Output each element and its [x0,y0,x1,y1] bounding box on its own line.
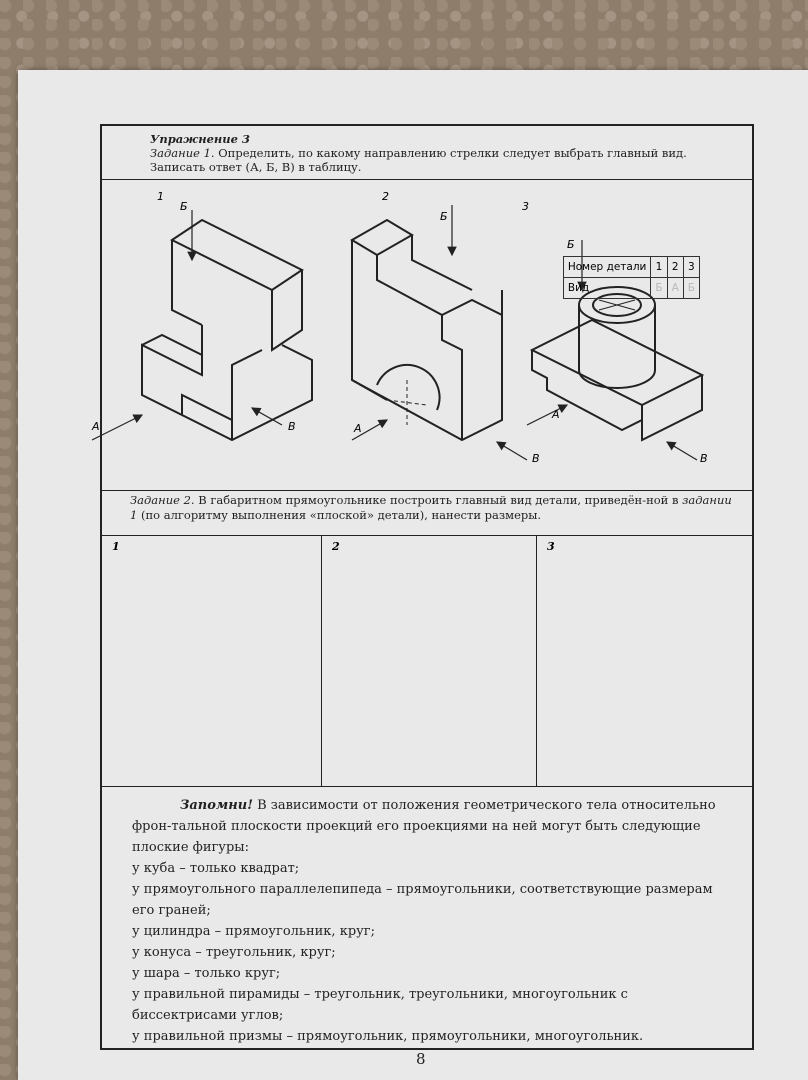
drawing-cells [102,536,752,786]
figure-1-arrow-v: В [288,420,296,433]
figure-1-drawing [142,220,312,440]
cell-2-number: 2 [332,540,340,553]
task1-label: Задание 1. [150,146,215,160]
remember-box [102,786,752,1048]
task2-ref: задании 1 [130,493,732,522]
figure-1-arrow-a: А [92,420,100,433]
answer-col-1: 1 [651,257,667,278]
remember-intro: В зависимости от положения геометрического тела относительно фрон-тальной плоскости проекций его проекциями на ней могут быть следующие плоские фигуры: [132,798,716,855]
exercise-header [102,126,752,180]
remember-item: у шара – только круг; [132,966,281,981]
answer-cell-2[interactable]: А [667,278,683,299]
figure-2-number: 2 [382,190,389,203]
task2-body-a: В габаритном прямоугольнике построить главный вид детали, приведён-ной в [198,493,679,507]
exercise-frame [92,124,754,1050]
drawing-cell-2[interactable] [322,536,537,786]
figure-3-arrow-b: Б [567,238,575,251]
figure-3-arrow-v: В [700,452,708,465]
task2-text [102,490,752,536]
answer-table [563,256,700,299]
figure-2-arrow-a: А [354,422,362,435]
figure-2-arrow-b: Б [440,210,448,223]
isometric-drawings [92,180,752,490]
remember-item: у правильной пирамиды – треугольник, треугольники, многоугольник с биссектрисами углов; [132,987,628,1023]
remember-item: у прямоугольного параллелепипеда – прямоугольники, соответствующие размерам его граней; [132,882,713,918]
figure-1-arrow-b: Б [180,200,188,213]
answer-col-2: 2 [667,257,683,278]
answer-table-view-label: Вид [563,278,651,299]
remember-item: у куба – только квадрат; [132,861,300,876]
remember-item: у конуса – треугольник, круг; [132,945,336,960]
task2-body-b: (по алгоритму выполнения «плоской» детали), нанести размеры. [140,508,542,522]
cell-1-number: 1 [112,540,120,553]
cell-3-number: 3 [547,540,555,553]
task1-body: Определить, по какому направлению стрелки следует выбрать главный вид. Записать ответ (А, Б, В) в таблицу. [150,146,687,174]
exercise-title: Упражнение 3 [150,132,250,146]
answer-table-header-label: Номер детали [563,257,651,278]
figure-3-number: 3 [522,200,529,213]
remember-heading: Запомни! [180,798,253,813]
drawing-cell-3[interactable] [537,536,752,786]
drawing-cell-1[interactable] [102,536,322,786]
remember-item: у цилиндра – прямоугольник, круг; [132,924,375,939]
answer-cell-1[interactable]: Б [651,278,667,299]
task2-label: Задание 2. [130,493,195,507]
figure-1-number: 1 [157,190,164,203]
remember-item: у правильной призмы – прямоугольник, прямоугольники, многоугольник. [132,1029,644,1044]
page-number: 8 [416,1050,426,1068]
answer-col-3: 3 [683,257,699,278]
figure-3-arrow-a: А [552,408,560,421]
figure-2-arrow-v: В [532,452,540,465]
remember-intro-line [132,795,736,858]
drawings-area [92,180,752,490]
answer-cell-3[interactable]: Б [683,278,699,299]
task1-text [150,146,742,174]
figure-2-drawing [352,220,502,440]
